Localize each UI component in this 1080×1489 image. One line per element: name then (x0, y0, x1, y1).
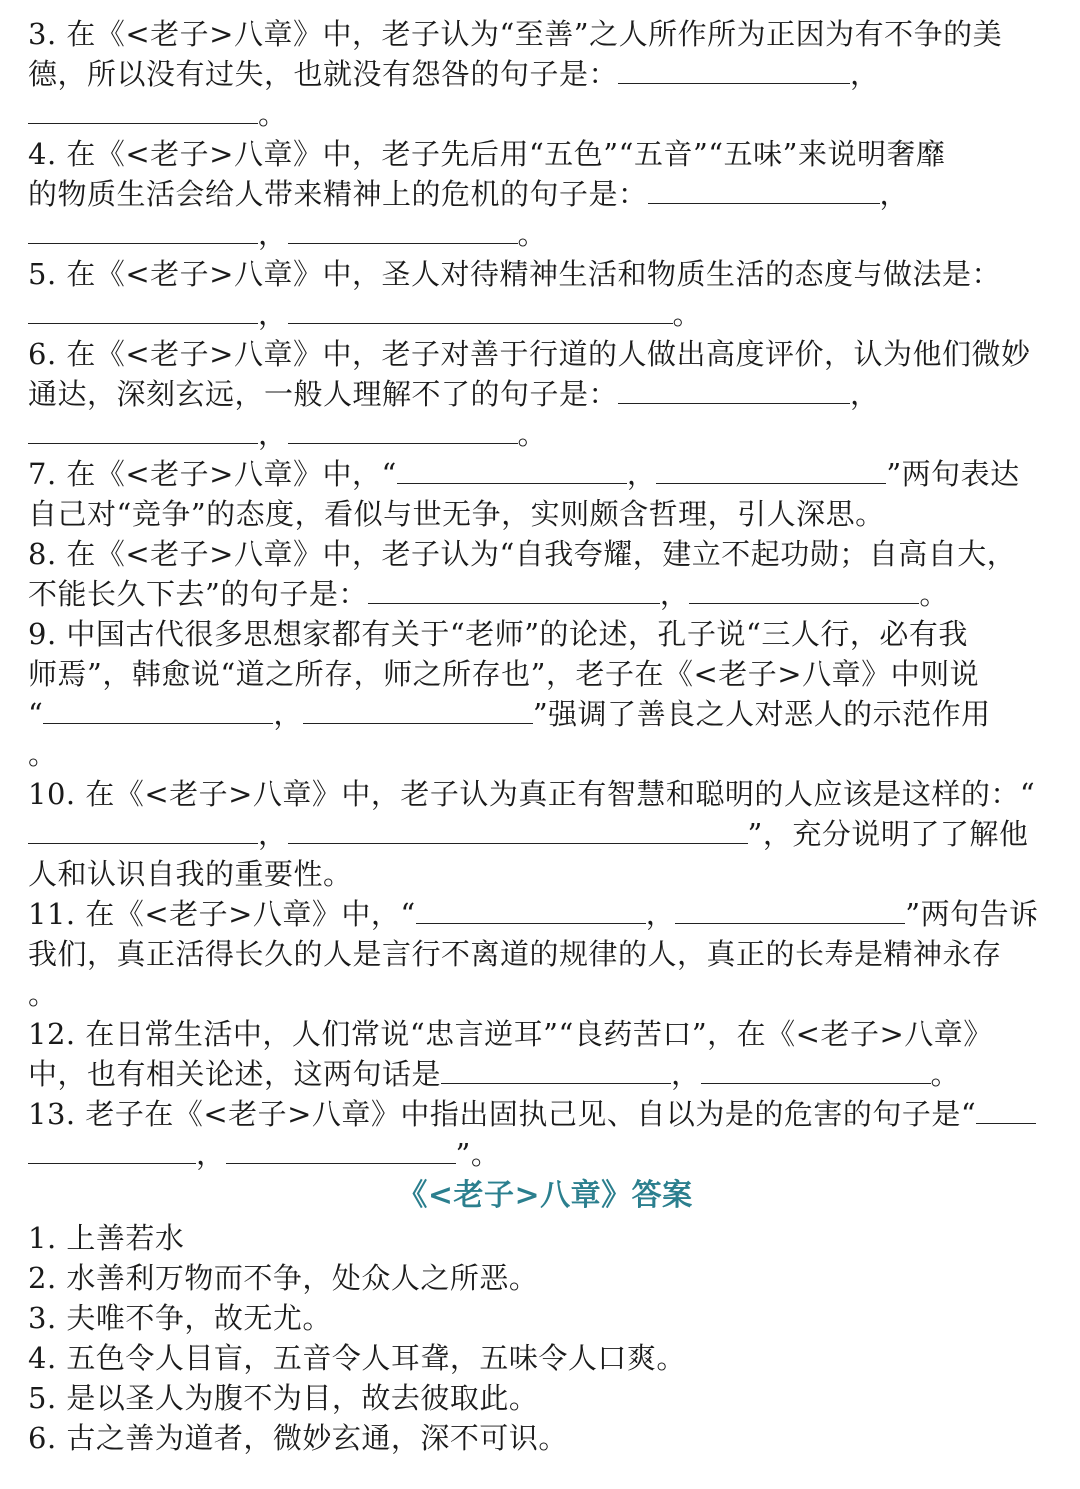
answer-item: 2. 水善利万物而不争，处众人之所恶。 (28, 1261, 539, 1295)
question-3-line-2: 德，所以没有过失，也就没有怨咎的句子是： ， (28, 57, 880, 91)
question-7-line-1: 7. 在《<老子>八章》中，“ ， ”两句表达 (28, 457, 1020, 491)
question-10-line-2: ， ”，充分说明了了解他 (28, 814, 1062, 854)
answer-blank[interactable] (226, 1137, 456, 1164)
answer-blank[interactable] (618, 57, 850, 84)
answer-item: 5. 是以圣人为腹不为目，故去彼取此。 (28, 1381, 539, 1415)
answer-blank[interactable] (976, 1097, 1036, 1124)
question-9-line-4: 。 (28, 737, 58, 771)
question-11-line-2: 我们，真正活得长久的人是言行不离道的规律的人，真正的长寿是精神永存 (28, 937, 1002, 971)
answer-blank[interactable] (656, 457, 886, 484)
answer-blank[interactable] (288, 217, 518, 244)
question-3-line-1: 3. 在《<老子>八章》中，老子认为“至善”之人所作所为正因为有不争的美 (28, 17, 1003, 51)
answer-blank[interactable] (618, 377, 850, 404)
question-8-line-1: 8. 在《<老子>八章》中，老子认为“自我夸耀，建立不起功勋；自高自大， (28, 537, 1017, 571)
question-9-line-3: “ ， ”强调了善良之人对恶人的示范作用 (28, 697, 991, 731)
answer-blank[interactable] (28, 417, 258, 444)
answers-title: 《<老子>八章》答案 (397, 1178, 693, 1213)
answer-blank[interactable] (288, 297, 673, 324)
answer-blank[interactable] (28, 817, 258, 844)
question-11-line-1: 11. 在《<老子>八章》中，“ ， ”两句告诉 (28, 897, 1039, 931)
question-3-line-3: 。 (28, 94, 1062, 134)
question-4-line-1: 4. 在《<老子>八章》中，老子先后用“五色”“五音”“五味”来说明奢靡 (28, 137, 946, 171)
question-12-line-1: 12. 在日常生活中，人们常说“忠言逆耳”“良药苦口”，在《<老子>八章》 (28, 1017, 993, 1051)
question-12-line-2: 中，也有相关论述，这两句话是 ， 。 (28, 1057, 961, 1091)
question-10-line-3: 人和认识自我的重要性。 (28, 857, 353, 891)
question-9-line-1: 9. 中国古代很多思想家都有关于“老师”的论述，孔子说“三人行，必有我 (28, 617, 968, 651)
question-13-line-2: ， ”。 (28, 1134, 1062, 1174)
answer-blank[interactable] (28, 97, 258, 124)
answer-blank[interactable] (675, 897, 905, 924)
question-6-line-3: ， 。 (28, 414, 1062, 454)
answer-blank[interactable] (288, 817, 748, 844)
question-7-line-2: 自己对“竞争”的态度，看似与世无争，实则颇含哲理，引人深思。 (28, 497, 885, 531)
answer-blank[interactable] (28, 1137, 196, 1164)
question-10-line-1: 10. 在《<老子>八章》中，老子认为真正有智慧和聪明的人应该是这样的：“ (28, 777, 1036, 811)
question-11-line-3: 。 (28, 977, 58, 1011)
answer-item: 6. 古之善为道者，微妙玄通，深不可识。 (28, 1421, 568, 1455)
answer-item: 1. 上善若水 (28, 1221, 185, 1255)
answer-blank[interactable] (416, 897, 646, 924)
answer-blank[interactable] (441, 1057, 671, 1084)
question-5-line-1: 5. 在《<老子>八章》中，圣人对待精神生活和物质生活的态度与做法是： (28, 257, 1001, 291)
question-5-line-2: ， 。 (28, 294, 1062, 334)
answer-blank[interactable] (397, 457, 627, 484)
worksheet (28, 14, 1062, 1458)
question-8-line-2: 不能长久下去”的句子是： ， 。 (28, 577, 949, 611)
answer-blank[interactable] (689, 577, 919, 604)
answer-blank[interactable] (701, 1057, 931, 1084)
question-6-line-1: 6. 在《<老子>八章》中，老子对善于行道的人做出高度评价，认为他们微妙 (28, 337, 1031, 371)
answer-blank[interactable] (43, 697, 273, 724)
answer-blank[interactable] (28, 297, 258, 324)
question-13-line-1: 13. 老子在《<老子>八章》中指出固执己见、自以为是的危害的句子是“ (28, 1094, 1062, 1134)
question-4-line-2: 的物质生活会给人带来精神上的危机的句子是： ， (28, 177, 910, 211)
answer-blank[interactable] (288, 417, 518, 444)
question-9-line-2: 师焉”，韩愈说“道之所存，师之所存也”，老子在《<老子>八章》中则说 (28, 657, 980, 691)
answer-blank[interactable] (648, 177, 880, 204)
answer-blank[interactable] (303, 697, 533, 724)
answer-item: 4. 五色令人目盲，五音令人耳聋，五味令人口爽。 (28, 1341, 686, 1375)
question-4-line-3: ， 。 (28, 214, 1062, 254)
answer-blank[interactable] (28, 217, 258, 244)
answer-item: 3. 夫唯不争，故无尤。 (28, 1301, 332, 1335)
answer-blank[interactable] (368, 577, 660, 604)
question-6-line-2: 通达，深刻玄远，一般人理解不了的句子是： ， (28, 377, 880, 411)
